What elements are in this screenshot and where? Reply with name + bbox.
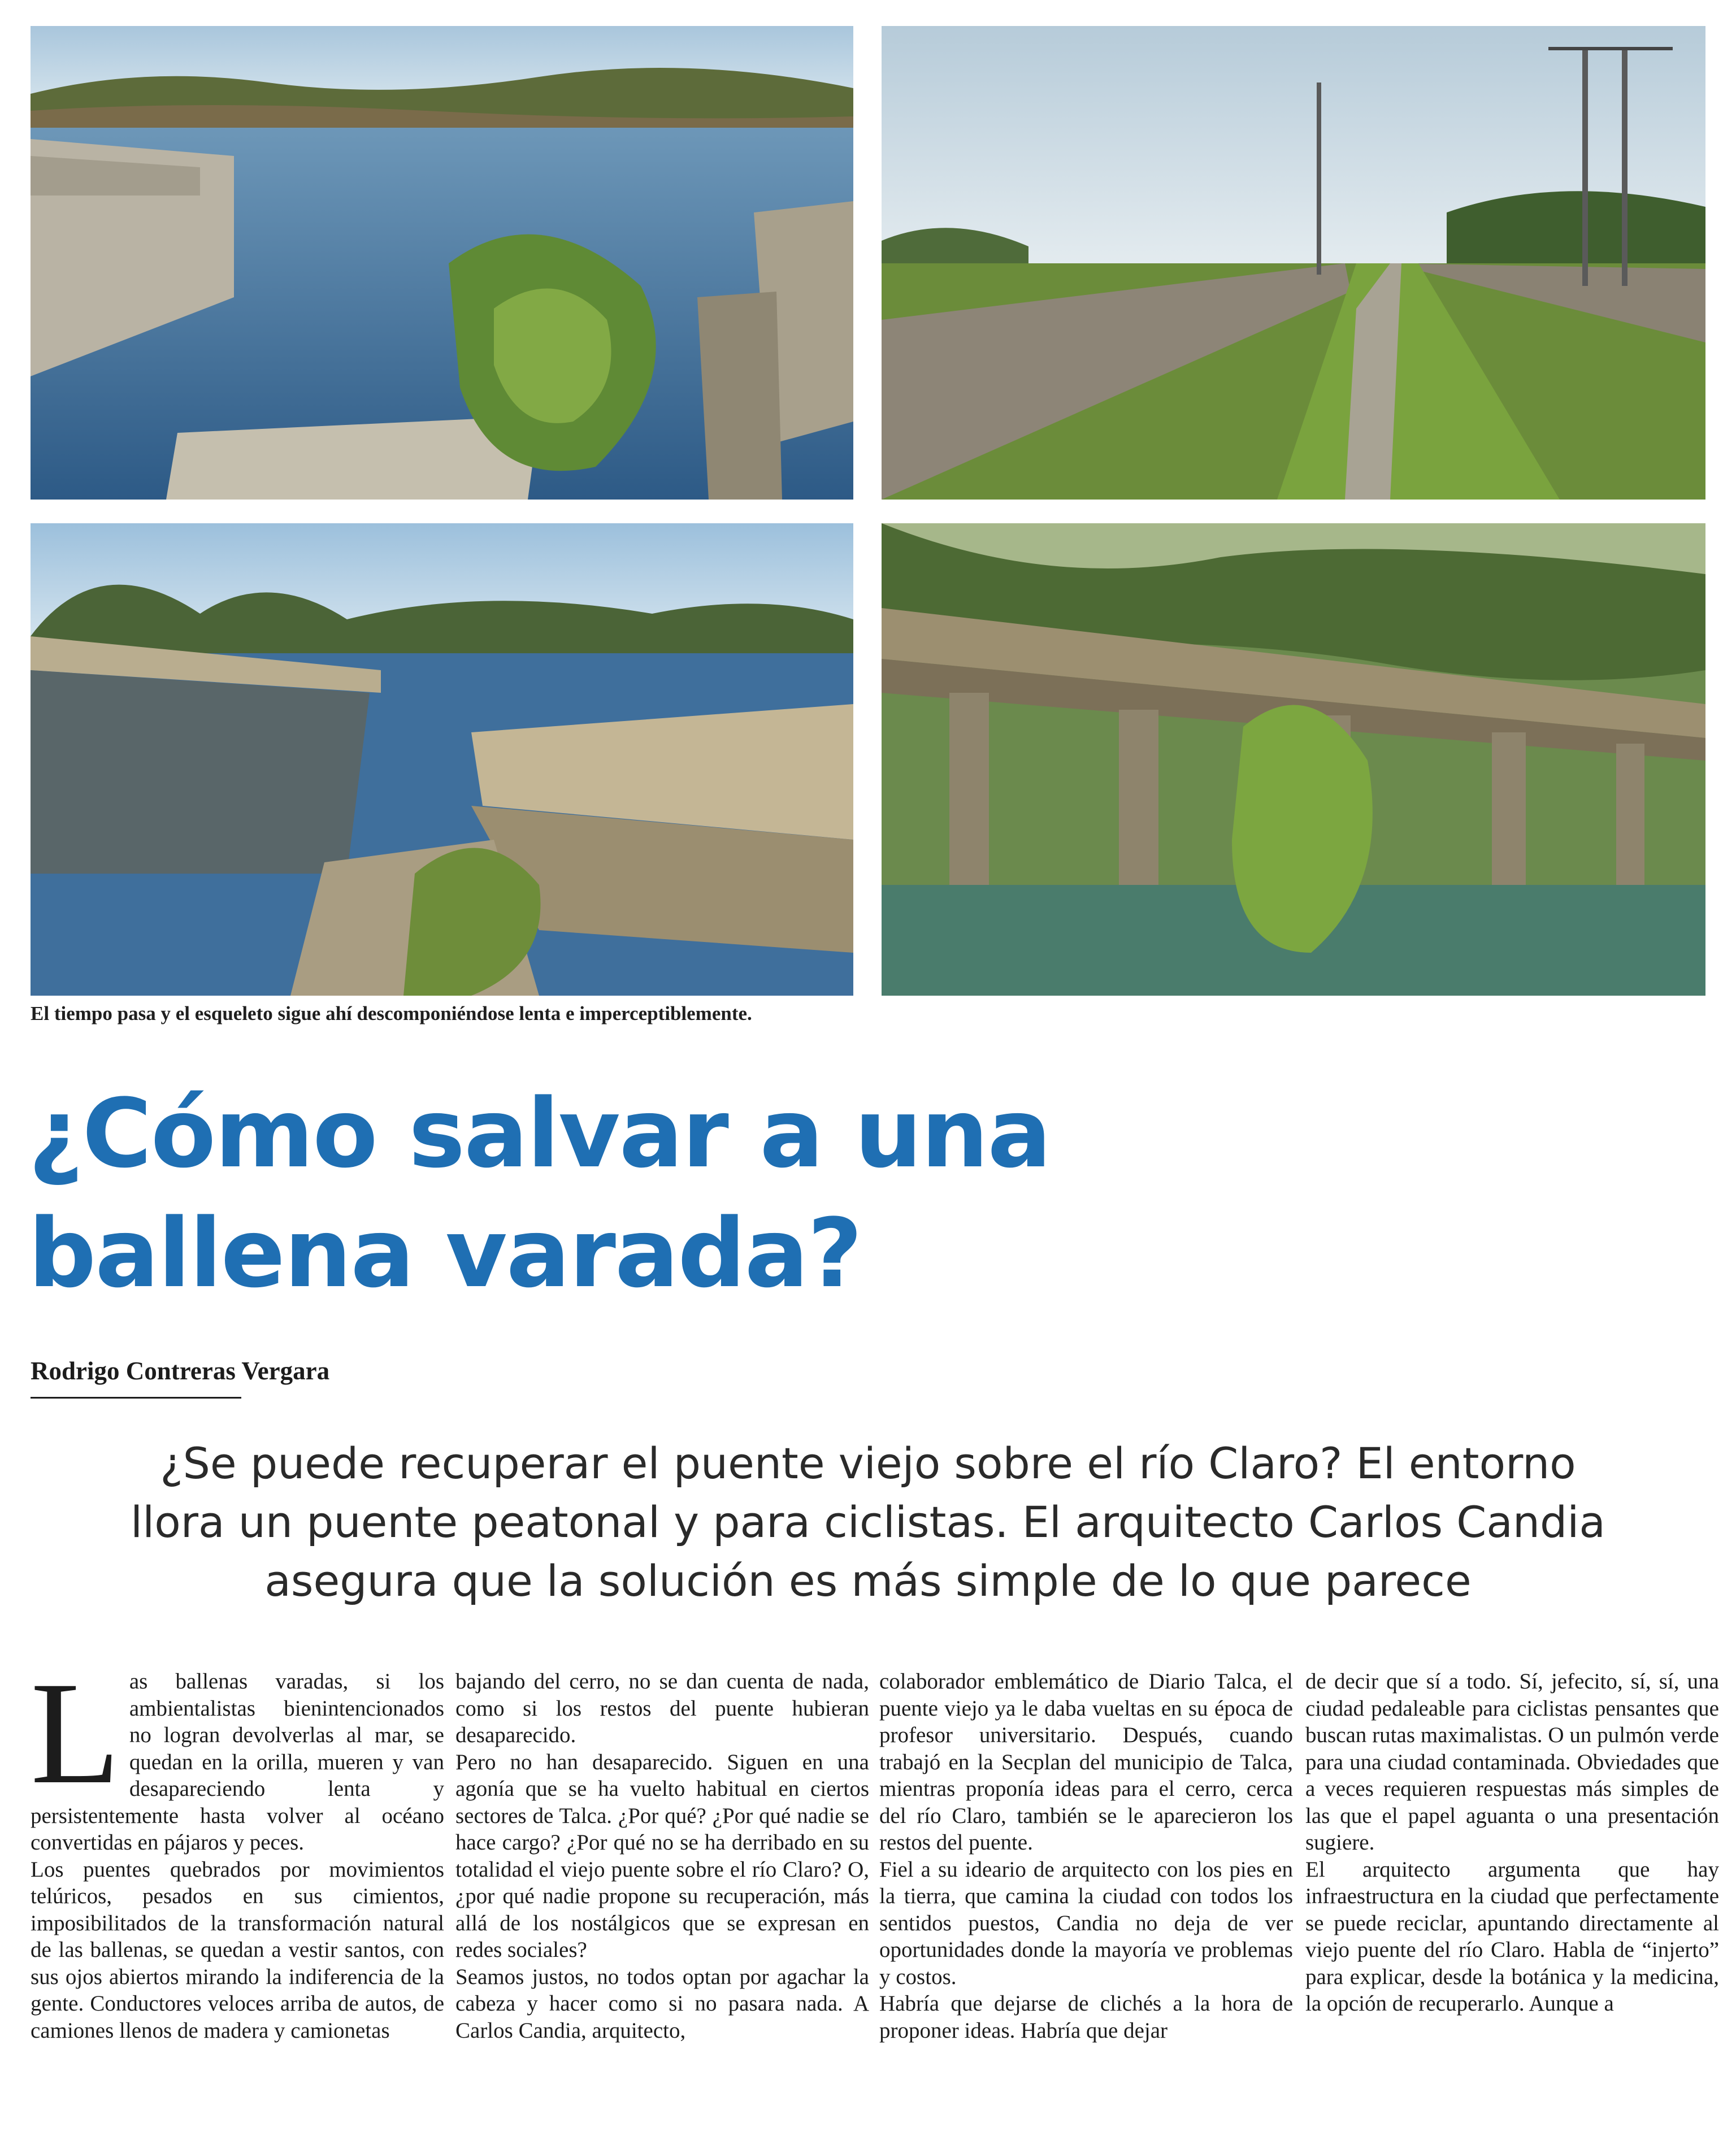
drop-cap: L: [31, 1668, 120, 1814]
bridge-deck-grass-photo: [882, 26, 1705, 500]
deck-line-2: llora un puente peatonal y para ciclistas. El arquitecto Carlos Candia: [131, 1497, 1605, 1547]
bridge-side-view-photo: [882, 523, 1705, 996]
deck-line-1: ¿Se puede recuperar el puente viejo sobre el río Claro? El entorno: [160, 1438, 1576, 1488]
paragraph: Seamos justos, no todos optan por agachar la cabeza y hacer como si no pasara nada. A Carlos Candia, arquitecto,: [455, 1964, 869, 2043]
collapsed-bridge-span-photo: [31, 523, 853, 996]
article-column-1: [31, 1668, 444, 2120]
article-column-4: [1305, 1668, 1719, 2120]
photo-caption: El tiempo pasa y el esqueleto sigue ahí descomponiéndose lenta e imperceptiblemente.: [31, 1002, 752, 1024]
paragraph: El arquitecto argumenta que hay infraestructura en la ciudad que perfectamente se puede reciclar, apuntando directamente al viejo puente del río Claro. Habla de “injerto” para explicar, desde la botánica y la medicina, la opción de recuperarlo. Aunque a: [1305, 1857, 1719, 2016]
paragraph: Fiel a su ideario de arquitecto con los pies en la tierra, que camina la ciudad con todos los sentidos puestos, Candia no deja de ver oportunidades donde la mayoría ve problemas y costos.: [879, 1857, 1293, 1989]
broken-bridge-river-photo: [31, 26, 853, 500]
headline-line-1: ¿Cómo salvar a una: [28, 1078, 1051, 1189]
headline: [28, 1074, 1667, 1313]
article-column-2: [455, 1668, 869, 2120]
byline-underline: [31, 1397, 241, 1399]
byline: Rodrigo Contreras Vergara: [31, 1357, 330, 1385]
article-column-3: [879, 1668, 1293, 2120]
headline-line-2: ballena varada?: [28, 1198, 862, 1309]
deck-line-3: asegura que la solución es más simple de lo que parece: [264, 1556, 1472, 1606]
deck-subheadline: [34, 1434, 1702, 1610]
paragraph: bajando del cerro, no se dan cuenta de nada, como si los restos del puente hubieran desaparecido.: [455, 1669, 869, 1747]
paragraph: de decir que sí a todo. Sí, jefecito, sí, sí, una ciudad pedaleable para ciclistas pensantes que buscan rutas maximalistas. O un pulmón verde para una ciudad contaminada. Obviedades que a veces requieren respuestas más simples de las que el papel aguanta o una presentación sugiere.: [1305, 1669, 1719, 1855]
paragraph: colaborador emblemático de Diario Talca, el puente viejo ya le daba vueltas en su época de profesor universitario. Después, cuando trabajó en la Secplan del municipio de Talca, mientras proponía ideas para el cerro, cerca del río Claro, también se le aparecieron los restos del puente.: [879, 1669, 1293, 1855]
paragraph: Habría que dejarse de clichés a la hora de proponer ideas. Habría que dejar: [879, 1991, 1293, 2043]
paragraph: Los puentes quebrados por movimientos telúricos, pesados en sus cimientos, imposibilitados de la transformación natural de las ballenas, se quedan a vestir santos, con sus ojos abiertos mirando la indiferencia de la gente. Conductores veloces arriba de autos, de camiones llenos de madera y camionetas: [31, 1857, 444, 2043]
paragraph: as ballenas varadas, si los ambientalistas bienintencionados no logran devolverlas al mar, se quedan en la orilla, mueren y van desapareciendo lenta y persistentemente hasta volver al océano convertidas en pájaros y peces.: [31, 1669, 444, 1855]
paragraph: Pero no han desaparecido. Siguen en una agonía que se ha vuelto habitual en ciertos sectores de Talca. ¿Por qué? ¿Por qué nadie se hace cargo? ¿Por qué no se ha derribado en su totalidad el viejo puente sobre el río Claro? O, ¿por qué nadie propone su recuperación, más allá de los nostálgicos que se expresan en redes sociales?: [455, 1749, 869, 1962]
